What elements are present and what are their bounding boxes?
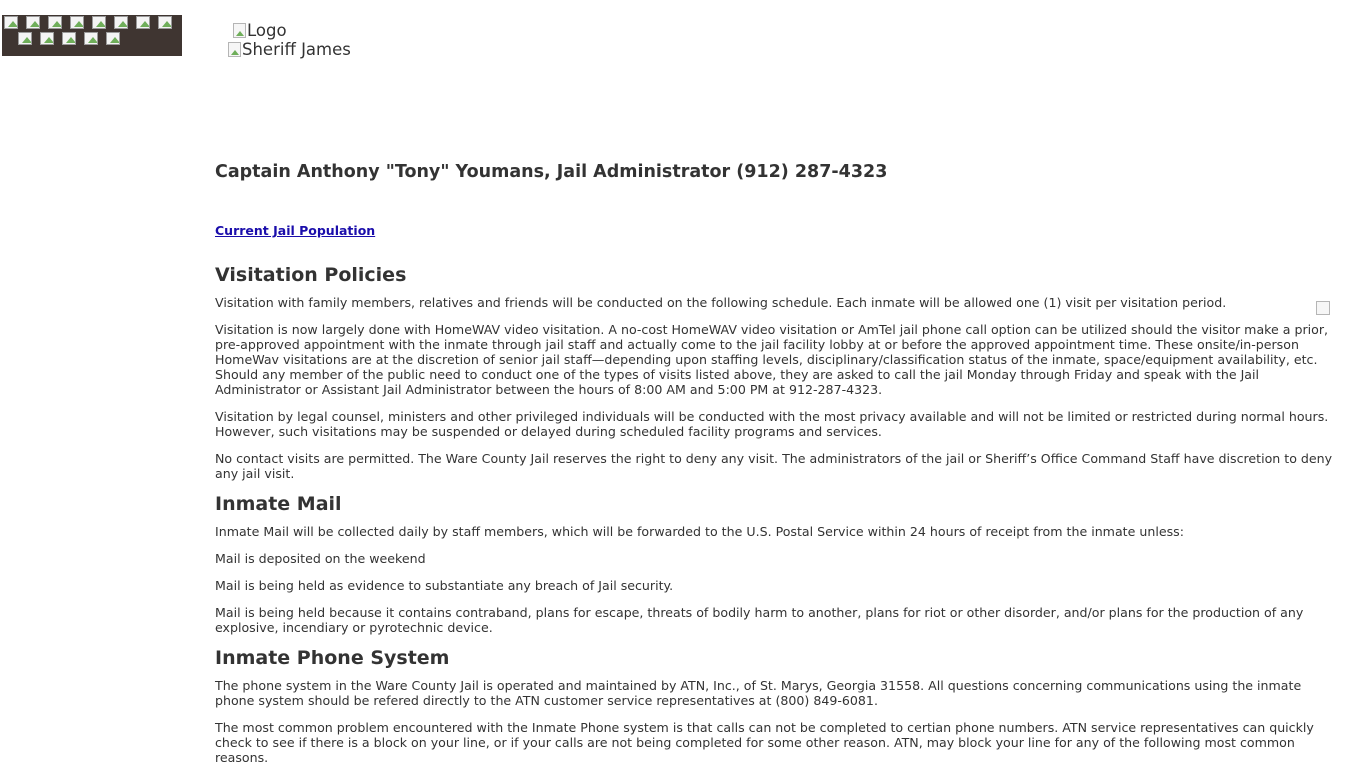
broken-image-icon (233, 23, 246, 38)
broken-image-icon (228, 42, 241, 57)
sheriff-photo-alt-text: Sheriff James (242, 40, 351, 59)
nav-icon[interactable] (40, 32, 54, 45)
sheriff-photo (228, 40, 351, 59)
visitation-paragraph: Visitation by legal counsel, ministers and other privileged individuals will be conducted with the most privacy available and will not be limited or restricted during normal hours. However, such visitations may be suspended or delayed during scheduled facility programs and services. (215, 409, 1329, 439)
visitation-paragraph: Visitation is now largely done with HomeWAV video visitation. A no-cost HomeWAV video visitation or AmTel jail phone call option can be utilized should the visitor make a prior, pre-approved appointment with the inmate through jail staff and actually come to the jail facility lobby at or before the approved appointment time. These onsite/in-person HomeWav visitations are at the discretion of senior jail staff—depending upon staffing levels, disciplinary/classification status of the inmate, space/equipment availability, etc. Should any member of the public need to conduct one of the types of visits listed above, they are asked to call the jail Monday through Friday and speak with the Jail Administrator or Assistant Jail Administrator between the hours of 8:00 AM and 5:00 PM at 912-287-4323. (215, 322, 1329, 397)
inmate-phone-heading: Inmate Phone System (215, 647, 450, 669)
nav-icon[interactable] (48, 16, 62, 29)
jail-administrator-contact: Captain Anthony "Tony" Youmans, Jail Administrator (912) 287-4323 (215, 162, 888, 182)
mail-paragraph: Mail is being held because it contains contraband, plans for escape, threats of bodily harm to another, plans for riot or other disorder, and/or plans for the production of any explosive, incendiary or pyrotechnic device. (215, 605, 1304, 635)
logo-alt-text: Logo (247, 21, 287, 40)
nav-icon[interactable] (26, 16, 40, 29)
visitation-heading: Visitation Policies (215, 264, 407, 286)
nav-icon[interactable] (92, 16, 106, 29)
phone-paragraph: The phone system in the Ware County Jail is operated and maintained by ATN, Inc., of St. Marys, Georgia 31558. All questions concerning communications using the inmate phone system should be refered directly to the ATN customer service representatives at (800) 849-6081. (215, 678, 1302, 708)
nav-icon[interactable] (18, 32, 32, 45)
nav-icon[interactable] (4, 16, 18, 29)
mail-paragraph: Mail is being held as evidence to substantiate any breach of Jail security. (215, 578, 674, 593)
visitation-paragraph: Visitation with family members, relatives and friends will be conducted on the following schedule. Each inmate will be allowed one (1) visit per visitation period. (215, 295, 1227, 310)
nav-icon[interactable] (114, 16, 128, 29)
nav-icon[interactable] (158, 16, 172, 29)
current-jail-population-link[interactable]: Current Jail Population (215, 223, 376, 238)
visitation-paragraph: No contact visits are permitted. The Ware County Jail reserves the right to deny any visit. The administrators of the jail or Sheriff’s Office Command Staff have discretion to deny any jail visit. (215, 451, 1333, 481)
nav-icon[interactable] (70, 16, 84, 29)
inmate-mail-heading: Inmate Mail (215, 493, 342, 515)
nav-icon[interactable] (136, 16, 150, 29)
top-nav-bar (2, 15, 182, 56)
mail-paragraph: Inmate Mail will be collected daily by staff members, which will be forwarded to the U.S. Postal Service within 24 hours of receipt from the inmate unless: (215, 524, 1184, 539)
mail-paragraph: Mail is deposited on the weekend (215, 551, 426, 566)
nav-icon[interactable] (106, 32, 120, 45)
nav-icon[interactable] (62, 32, 76, 45)
main-content (215, 264, 1341, 777)
logo-image[interactable] (233, 21, 287, 40)
phone-paragraph: The most common problem encountered with the Inmate Phone system is that calls can not be completed to certian phone numbers. ATN service representatives can quickly check to see if there is a block on your line, or if your calls are not being completed for some other reason. ATN, may block your line for any of the following most common reasons. (215, 720, 1314, 765)
nav-icon[interactable] (84, 32, 98, 45)
